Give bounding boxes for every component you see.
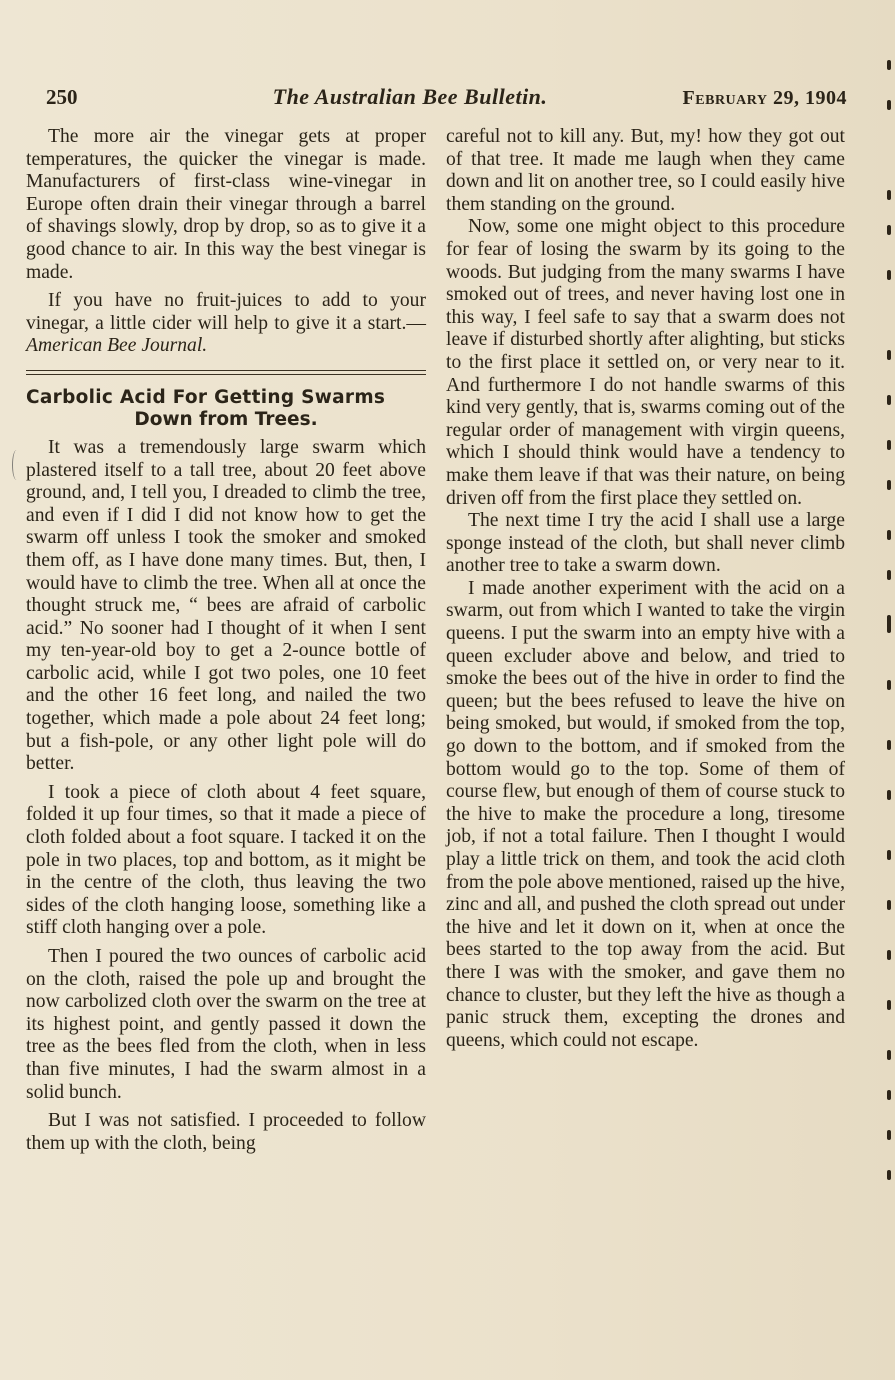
article-heading-line2: Down from Trees. [134,408,318,430]
article-heading [26,387,426,431]
article-paragraph: I took a piece of cloth about 4 feet square, folded it up four times, so that it made a piece of cloth folded about a foot square. I tacked it on the pole in two places, top and bottom, as it might be in the centre of the cloth, thus leaving the two sides of the cloth hanging loose, something like a stiff cloth hanging over a pole. [26,781,426,939]
intro-paragraph: The more air the vinegar gets at proper temperatures, the quicker the vinegar is made. Manufacturers of first-class wine-vinegar in Europe often drain their vinegar through a barrel of shavings slowly, drop by drop, so as to give it a good chance to air. In this way the best vinegar is made. [26,126,426,283]
article-paragraph: I made another experiment with the acid on a swarm, out from which I wanted to take the virgin queens. I put the swarm into an empty hive with a queen excluder above and below, and tried to smoke the bees out of the hive in order to find the queen; but the bees refused to leave the hive on being smoked, but would, if smoked from the top, go down to the bottom, and if smoked from the bottom would go to the top. Some of them of course flew, but enough of them of course stuck to the hive to make the procedure a long, tiresome job, if not a total failure. Then I thought I would play a little trick on them, and took the acid cloth from the pole above mentioned, raised up the hive, zinc and all, and pushed the cloth spread out under the hive and let it down on it, when at once the bees started to the top away from the acid. But there I was with the smoker, and gave them no chance to cluster, but they left the hive as though a panic struck them, excepting the drones and queens, which could not escape. [446,577,845,1051]
intro-paragraph-credit [26,290,426,358]
right-column [446,126,845,1052]
section-divider [26,370,426,375]
divider-rule-top [26,370,426,371]
page-edge-marks [879,50,893,1250]
issue-date: February 29, 1904 [682,87,847,109]
article-heading-line1: Carbolic Acid For Getting Swarms [26,386,386,408]
journal-title: The Australian Bee Bulletin. [272,84,548,109]
running-header [46,84,847,114]
source-credit: American Bee Journal. [26,335,208,357]
left-column [26,126,426,1155]
article-paragraph: Now, some one might object to this procedure for fear of losing the swarm by its going to the woods. But judging from the many swarms I have smoked out of trees, and never having lost one in this way, I feel safe to say that a swarm does not leave if disturbed shortly after alighting, but sticks to the first place it settled on, or very near to it. And furthermore I do not handle swarms of this kind very gently, that is, swarms coming out of the regular order of management with virgin queens, which I should think would have a tendency to make them leave if that was their nature, on being driven off from the first place they settled on. [446,216,845,509]
divider-rule-bottom [26,374,426,375]
article-paragraph: But I was not satisfied. I proceeded to follow them up with the cloth, being [26,1110,426,1154]
article-continuation: careful not to kill any. But, my! how they got out of that tree. It made me laugh when they came down and lit on another tree, so I could easily hive them standing on the ground. [446,126,845,215]
intro-paragraph-text: If you have no fruit-juices to add to your vinegar, a little cider will help to give it a start.— [26,290,426,334]
article-paragraph: Then I poured the two ounces of carbolic acid on the cloth, raised the pole up and brought the now carbolized cloth over the swarm on the tree at its highest point, and gently passed it down the tree as the bees fled from the cloth, when in less than five minutes, I had the swarm almost in a solid bunch. [26,946,426,1103]
article-paragraph: It was a tremendously large swarm which plastered itself to a tall tree, about 20 feet above ground, and, I tell you, I dreaded to climb the tree, and even if I did I did not know how to get the swarm off unless I took the smoker and smoked them off, as I have done many times. But, then, I would have to climb the tree. When all at once the thought struck me, “ bees are afraid of carbolic acid.” No sooner had I thought of it when I sent my ten-year-old boy to get a 2-ounce bottle of carbolic acid, while I got two poles, one 10 feet and the other 16 feet long, and nailed the two together, which made a pole about 24 feet long; but a fish-pole, or any other light pole will do better. [26,436,426,775]
article-paragraph: The next time I try the acid I shall use a large sponge instead of the cloth, but shall never climb another tree to take a swarm down. [446,510,845,577]
pencil-mark [12,450,21,480]
page-number: 250 [46,85,78,109]
